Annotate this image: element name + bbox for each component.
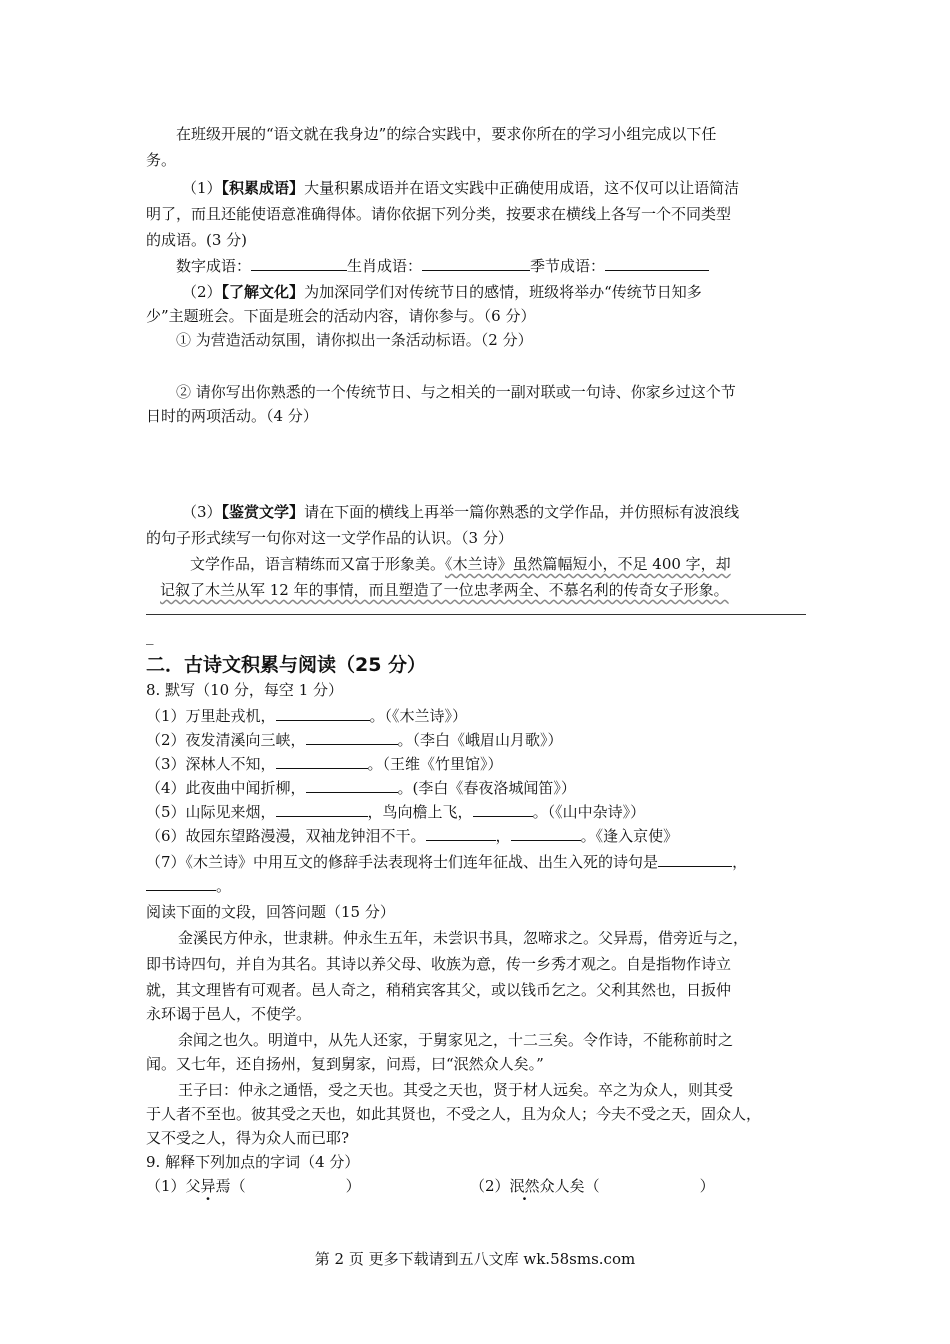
reading-p1-line-1: 金溪民方仲永，世隶耕。仲永生五年，未尝识书具，忽啼求之。父异焉，借旁近与之， [178, 929, 749, 947]
q3-line-1 [182, 502, 739, 522]
q8-item-4 [146, 778, 576, 798]
q8-item-1 [146, 706, 467, 726]
section-2-heading: 二．古诗文积累与阅读（25 分） [146, 654, 427, 676]
q8-item-7-pre: （7）《木兰诗》中用互文的修辞手法表现将士们连年征战、出生入死的诗句是 [146, 853, 659, 871]
reading-p3-line-2: 于人者不至也。彼其受之天也，如此其贤也，不受之人，且为众人；今夫不受之天，固众人， [146, 1105, 762, 1123]
q8-item-1-pre: （1）万里赴戎机， [146, 707, 276, 725]
q2-sub-2-line-1: ② 请你写出你熟悉的一个传统节日、与之相关的一副对联或一句诗、你家乡过这个节 [176, 383, 736, 401]
q9-a-dotted-char: 异 [200, 1177, 216, 1195]
q8-item-2-pre: （2）夜发清溪向三峡， [146, 731, 306, 749]
q8-item-5 [146, 802, 645, 822]
q3-example-wavy-1: 《木兰诗》虽然篇幅短小，不足 400 字，却 [445, 555, 731, 573]
q3-tag: 【鉴赏文学】 [221, 503, 305, 521]
reading-intro: 阅读下面的文段，回答问题（15 分） [146, 903, 395, 921]
q8-item-2-blank[interactable] [306, 730, 398, 745]
q8-item-5-post: 。（《山中杂诗》） [532, 803, 646, 821]
reading-p1-line-3: 就，其文理皆有可观者。邑人奇之，稍稍宾客其父，或以钱币乞之。父利其然也，日扳仲 [146, 981, 732, 999]
q1-text: 大量积累成语并在语文实践中正确使用成语，这不仅可以让语简洁 [304, 179, 740, 197]
q9-b-post: 众人矣（ [539, 1177, 600, 1195]
q8-item-3 [146, 754, 503, 774]
q8-item-1-blank[interactable] [276, 706, 370, 721]
q8-item-7 [146, 852, 747, 872]
q9-title: 9. 解释下列加点的字词（4 分） [146, 1153, 360, 1171]
q2-sub-2-line-2: 日时的两项活动。（4 分） [146, 407, 318, 425]
q1-tag: 【积累成语】 [221, 179, 305, 197]
q9-a-post: 焉（ [215, 1177, 246, 1195]
q3-dash: _ [146, 627, 154, 645]
q2-line-1 [182, 282, 702, 302]
q2-tag: 【了解文化】 [221, 283, 305, 301]
q8-item-6-blank-2[interactable] [511, 826, 581, 841]
q9-b-pre: （2） [470, 1177, 510, 1195]
reading-p2-line-1: 余闻之也久。明道中，从先人还家，于舅家见之，十二三矣。令作诗，不能称前时之 [178, 1031, 734, 1049]
q9-b-close: ） [699, 1177, 715, 1195]
q8-item-5-mid: ，鸟向檐上飞， [367, 803, 473, 821]
q8-item-2 [146, 730, 563, 750]
q8-item-4-pre: （4）此夜曲中闻折柳， [146, 779, 306, 797]
idiom-number-label: 数字成语： [176, 257, 252, 275]
reading-p2-line-2: 闻。又七年，还自扬州，复到舅家，问焉，曰“泯然众人矣。” [146, 1055, 544, 1073]
q8-item-6-mid: ， [495, 827, 511, 845]
q3-example-line-1 [190, 554, 731, 574]
q8-item-4-post: 。(李白《春夜洛城闻笛》） [397, 779, 576, 797]
q8-item-5-blank-1[interactable] [276, 802, 368, 817]
q8-item-6 [146, 826, 678, 846]
q2-number: （2） [182, 283, 222, 301]
q9-a-close: ） [345, 1177, 361, 1195]
q9-a-pre: （1）父 [146, 1177, 201, 1195]
reading-p3-line-3: 又不受之人，得为众人而已耶? [146, 1129, 350, 1147]
q3-example-plain: 文学作品，语言精练而又富于形象美。 [190, 555, 446, 573]
q9-item-a [146, 1176, 361, 1196]
intro-line-2: 务。 [146, 151, 177, 169]
idiom-zodiac-blank[interactable] [422, 256, 530, 271]
q8-item-7-blank-2[interactable] [146, 876, 216, 891]
q8-item-7-blank-1[interactable] [658, 852, 732, 867]
q3-example-wavy-2: 记叙了木兰从军 12 年的事情，而且塑造了一位忠孝两全、不慕名利的传奇女子形象。 [160, 581, 729, 599]
q8-item-7-post: ， [732, 853, 748, 871]
q3-number: （3） [182, 503, 222, 521]
q8-item-7-line-2 [146, 876, 231, 896]
q2-sub-1: ① 为营造活动氛围，请你拟出一条活动标语。（2 分） [176, 331, 533, 349]
idiom-number-blank[interactable] [251, 256, 347, 271]
reading-p1-line-2: 即书诗四句，并自为其名。其诗以养父母、收族为意，传一乡秀才观之。自是指物作诗立 [146, 955, 732, 973]
idiom-season-blank[interactable] [605, 256, 709, 271]
q9-b-dotted-chars: 泯然 [509, 1177, 540, 1195]
q8-item-3-blank[interactable] [276, 754, 368, 769]
q8-item-3-pre: （3）深林人不知， [146, 755, 276, 773]
idiom-season-label: 季节成语： [530, 257, 606, 275]
idiom-zodiac-label: 生肖成语： [347, 257, 423, 275]
q8-item-2-post: 。（李白《峨眉山月歌》） [397, 731, 563, 749]
q8-item-7-end: 。 [216, 877, 232, 895]
q1-blanks-row [176, 256, 709, 276]
q3-answer-line[interactable] [146, 614, 806, 615]
q8-item-6-pre: （6）故园东望路漫漫，双袖龙钟泪不干。 [146, 827, 426, 845]
page-footer: 第 2 页 更多下载请到五八文库 wk.58sms.com [314, 1250, 636, 1268]
q3-text: 请在下面的横线上再举一篇你熟悉的文学作品，并仿照标有波浪线 [304, 503, 740, 521]
q8-item-5-pre: （5）山际见来烟， [146, 803, 276, 821]
q8-item-6-blank-1[interactable] [426, 826, 496, 841]
q3-line-2: 的句子形式续写一句你对这一文学作品的认识。（3 分） [146, 529, 513, 547]
q1-line-2: 明了，而且还能使语意准确得体。请你依据下列分类，按要求在横线上各写一个不同类型 [146, 205, 732, 223]
q8-item-3-post: 。（王维《竹里馆》） [367, 755, 503, 773]
q1-line-1 [182, 178, 739, 198]
q2-text: 为加深同学们对传统节日的感情，班级将举办“传统节日知多 [304, 283, 702, 301]
q8-item-4-blank[interactable] [306, 778, 398, 793]
q3-example-line-2 [160, 580, 729, 600]
q1-line-3: 的成语。(3 分) [146, 231, 248, 249]
intro-line-1: 在班级开展的“语文就在我身边”的综合实践中，要求你所在的学习小组完成以下任 [176, 125, 717, 143]
q2-line-2: 少”主题班会。下面是班会的活动内容，请你参与。（6 分） [146, 307, 536, 325]
q8-item-1-post: 。（《木兰诗》） [369, 707, 468, 725]
reading-p3-line-1: 王子曰：仲永之通悟，受之天也。其受之天也，贤于材人远矣。卒之为众人，则其受 [178, 1081, 734, 1099]
q8-item-6-post: 。《逢入京使》 [580, 827, 679, 845]
q9-item-b [470, 1176, 715, 1196]
q8-item-5-blank-2[interactable] [473, 802, 533, 817]
q8-title: 8. 默写（10 分，每空 1 分） [146, 681, 344, 699]
q1-number: （1） [182, 179, 222, 197]
reading-p1-line-4: 永环谒于邑人，不使学。 [146, 1005, 312, 1023]
